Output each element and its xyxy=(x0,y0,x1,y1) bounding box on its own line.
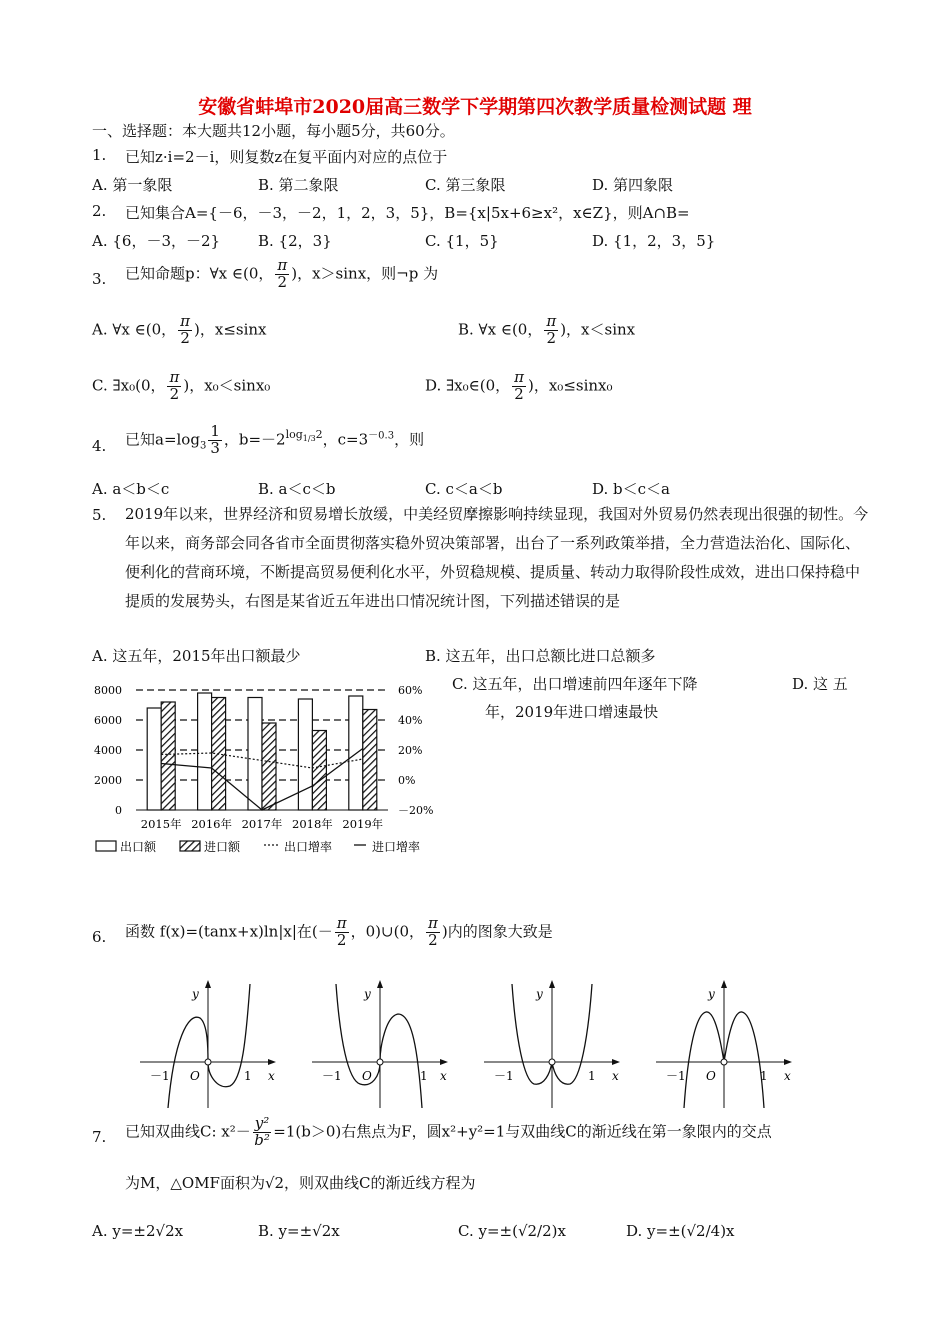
q6c-x-label: x xyxy=(612,1069,619,1083)
category-label: 2018年 xyxy=(292,817,333,831)
q1-option-d: D. 第四象限 xyxy=(592,176,674,194)
q6b-neg1-label: －1 xyxy=(322,1069,342,1083)
left-tick-label: 4000 xyxy=(94,744,122,757)
import-bar xyxy=(161,702,175,810)
left-tick-label: 6000 xyxy=(94,714,122,727)
right-tick-label: 20% xyxy=(398,744,423,757)
pi-over-2-fraction: $\frac{\pi}{2}$ xyxy=(277,256,288,291)
question-7-line1: 已知双曲线C: x²－ $\frac{\text{y²}}{\text{b²}}$ =1(b＞0)右焦点为F，圆x²+y²=1与双曲线C的渐近线在第一象限内的交点 xyxy=(125,1114,772,1149)
export-bar xyxy=(147,708,161,810)
q2-option-b: B. {2，3} xyxy=(258,232,332,250)
export-bar xyxy=(298,699,312,810)
right-tick-label: 60% xyxy=(398,684,423,697)
question-4-stem: 已知$a=\log_3$ $\frac{1}{3}$ ，$b=-2^{log_{1/3}2}$，$c=3^{-0.3}$，则 xyxy=(125,422,425,457)
legend-import-swatch xyxy=(180,841,200,851)
legend-import-growth-label: 进口增率 xyxy=(372,840,421,854)
question-7-line2: 为M，△OMF面积为√2，则双曲线C的渐近线方程为 xyxy=(125,1174,476,1192)
q6-graph-b xyxy=(312,980,452,1115)
question-6-number: 6. xyxy=(92,928,107,946)
q4-option-b: B. a＜c＜b xyxy=(258,480,336,498)
q3-option-a: A. ∀x ∈(0， $\frac{\pi}{2}$ )，x≤sinx xyxy=(92,312,267,347)
q6c-neg1-label: －1 xyxy=(494,1069,514,1083)
left-tick-label: 8000 xyxy=(94,684,122,697)
question-5-stem: 2019年以来，世界经济和贸易增长放缓，中美经贸摩擦影响持续显现，我国对外贸易仍然表现出很强的韧性。今年以来，商务部会同各省市全面贯彻落实稳外贸决策部署，出台了一系列政策举措，全力营造法治化、国际化、便利化的营商环境，不断提高贸易便利化水平，外贸稳规模、提质量、转动力取得阶段性成效，进出口保持稳中提质的发展势头，右图是某省近五年进出口情况统计图，下列描述错误的是 xyxy=(125,505,869,610)
q6a-x-label: x xyxy=(268,1069,275,1083)
q4-option-a: A. a＜b＜c xyxy=(92,480,170,498)
q6a-neg1-label: －1 xyxy=(150,1069,170,1083)
category-label: 2016年 xyxy=(191,817,232,831)
question-3-number: 3. xyxy=(92,270,107,288)
section-heading: 一、选择题：本大题共12小题，每小题5分，共60分。 xyxy=(92,122,455,140)
q6b-x-label: x xyxy=(440,1069,447,1083)
q3-stem-post: )，x＞sinx，则¬p 为 xyxy=(291,264,439,283)
q5-option-d-part2: 年，2019年进口增速最快 xyxy=(485,703,659,721)
q6-graph-c xyxy=(484,980,624,1115)
q6b-y-label: y xyxy=(364,987,371,1001)
q5-option-b: B. 这五年，出口总额比进口总额多 xyxy=(425,647,656,665)
q5-option-a: A. 这五年，2015年出口额最少 xyxy=(92,647,301,665)
import-bar xyxy=(262,723,276,810)
legend-export-swatch xyxy=(96,841,116,851)
q6a-y-label: y xyxy=(192,987,199,1001)
question-1-number: 1. xyxy=(92,146,107,164)
q6d-x-label: x xyxy=(784,1069,791,1083)
q2-option-a: A. {6，－3，－2} xyxy=(92,232,221,250)
q2-option-d: D. {1，2，3，5} xyxy=(592,232,716,250)
q5-option-d-part1: D. 这 五 xyxy=(792,675,848,693)
left-tick-label: 0 xyxy=(115,804,122,817)
right-tick-label: 40% xyxy=(398,714,423,727)
export-bar xyxy=(198,693,212,810)
question-5-number: 5. xyxy=(92,506,107,524)
q3-option-b: B. ∀x ∈(0， $\frac{\pi}{2}$ )，x＜sinx xyxy=(458,312,636,347)
left-tick-label: 2000 xyxy=(94,774,122,787)
q6a-origin-label: O xyxy=(190,1069,200,1083)
question-2-stem: 已知集合A={－6，－3，－2，1，2，3，5}，B={x|5x+6≥x²，x∈Z}，则A∩B= xyxy=(125,204,690,222)
q6c-y-label: y xyxy=(536,987,543,1001)
right-tick-label: 0% xyxy=(398,774,416,787)
q6d-origin-label: O xyxy=(706,1069,716,1083)
question-2-number: 2. xyxy=(92,202,107,220)
q6d-y-label: y xyxy=(708,987,715,1001)
q7-option-b: B. y=±√2x xyxy=(258,1222,340,1240)
right-tick-label: －20% xyxy=(398,804,434,817)
q5-option-c: C. 这五年，出口增速前四年逐年下降 xyxy=(452,675,698,693)
import-bar xyxy=(312,731,326,811)
q1-option-c: C. 第三象限 xyxy=(425,176,506,194)
trade-chart xyxy=(88,678,448,873)
q3-option-d: D. ∃x₀∈(0， $\frac{\pi}{2}$ )，x₀≤sinx₀ xyxy=(425,368,613,403)
q6c-pos1-label: 1 xyxy=(588,1069,596,1083)
question-6-stem: 函数 f(x)=(tanx+x)ln|x|在(－ $\frac{\pi}{2}$ ，0)∪(0， $\frac{\pi}{2}$ )内的图象大致是 xyxy=(125,914,553,949)
q6b-pos1-label: 1 xyxy=(420,1069,428,1083)
page-title: 安徽省蚌埠市2020届高三数学下学期第四次教学质量检测试题 理 xyxy=(198,96,752,118)
q6d-pos1-label: 1 xyxy=(760,1069,768,1083)
q6d-neg1-label: －1 xyxy=(666,1069,686,1083)
q3-stem-pre: 已知命题p：∀x ∈(0， xyxy=(125,264,274,283)
import-bar xyxy=(363,710,377,811)
question-1-stem: 已知z·i=2－i，则复数z在复平面内对应的点位于 xyxy=(125,148,448,166)
q1-option-a: A. 第一象限 xyxy=(92,176,173,194)
q2-option-c: C. {1，5} xyxy=(425,232,499,250)
q6-graph-a xyxy=(140,980,280,1115)
legend-import-label: 进口额 xyxy=(204,840,241,854)
question-4-number: 4. xyxy=(92,437,107,455)
q6a-pos1-label: 1 xyxy=(244,1069,252,1083)
export-bar xyxy=(248,698,262,811)
q1-option-b: B. 第二象限 xyxy=(258,176,339,194)
q6b-origin-label: O xyxy=(362,1069,372,1083)
q6-graph-d xyxy=(656,980,796,1115)
category-label: 2015年 xyxy=(140,817,182,831)
q3-option-c: C. ∃x₀(0， $\frac{\pi}{2}$ )，x₀＜sinx₀ xyxy=(92,368,271,403)
legend-export-growth-label: 出口增率 xyxy=(284,840,333,854)
q7-option-d: D. y=±(√2/4)x xyxy=(626,1222,735,1240)
q4-option-d: D. b＜c＜a xyxy=(592,480,670,498)
legend-export-label: 出口额 xyxy=(120,840,157,854)
category-label: 2017年 xyxy=(241,817,283,831)
question-3-stem xyxy=(125,258,438,291)
question-7-number: 7. xyxy=(92,1128,107,1146)
q4-option-c: C. c＜a＜b xyxy=(425,480,503,498)
q7-option-a: A. y=±2√2x xyxy=(92,1222,184,1240)
q7-option-c: C. y=±(√2/2)x xyxy=(458,1222,566,1240)
category-label: 2019年 xyxy=(342,817,384,831)
